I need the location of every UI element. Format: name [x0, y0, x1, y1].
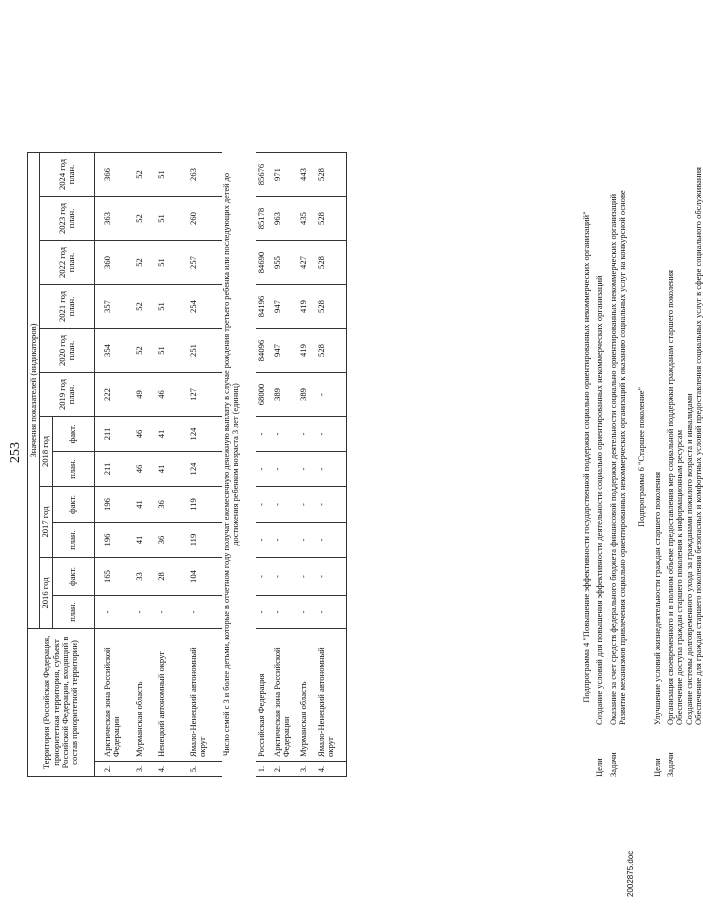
header-plan: план. — [52, 523, 94, 558]
header-plan: план. — [52, 452, 94, 487]
subprogram4-title: Подпрограмма 4 "Повышение эффективности государственной поддержки социально ориентированных некоммерческих организаций" — [581, 211, 591, 703]
subprograms-section — [582, 137, 703, 777]
table-row: 2. Арктическая зона Российской Федерации - - - - - - 389 947 947 955 963 971 — [272, 153, 298, 777]
header-values: Значения показателей (индикаторов) — [28, 153, 40, 629]
header-fact: факт. — [52, 487, 94, 523]
header-fact: факт. — [52, 417, 94, 452]
header-year-2016: 2016 год — [40, 558, 52, 629]
indicator-caption: Число семей с 3 и более детьми, которые в отчетном году получат ежемесячную денежную выплату в случае рождения третьего ребенка или последующих детей до достижения ребенком возраста 3 лет (единиц) — [222, 172, 241, 757]
subprogram6-tasks — [666, 137, 703, 777]
goals-label: Цели — [651, 758, 662, 777]
table-row: 3. Мурманская область - - - - - - 389 419 419 427 435 443 — [298, 153, 316, 777]
subprogram6-goals — [653, 137, 662, 777]
header-year-2017: 2017 год — [40, 487, 52, 558]
table-header — [28, 153, 95, 777]
subprogram4-tasks — [609, 137, 628, 777]
tasks-label: Задачи — [607, 752, 618, 777]
table-row: 4. Ненецкий автономный округ - 28 36 36 41 41 46 51 51 51 51 51 — [156, 153, 188, 777]
table-row: 4. Ямало-Ненецкий автономный округ - - - - - - - 528 528 528 528 528 — [316, 153, 346, 777]
task-item: Организация своевременного и в полном объеме предоставления мер социальной поддержки гражданам старшего поколения — [665, 270, 676, 725]
header-year-2024: 2024 год план. — [40, 153, 94, 197]
header-fact: факт. — [52, 558, 94, 596]
header-territory: Территория (Российская Федерация, приоритетная территория, субъект Российской Федерации, входящий в состав приоритетной территории) — [28, 629, 95, 777]
task-item: Создание системы долговременного ухода за гражданами пожилого возраста и инвалидами — [683, 393, 694, 725]
task-item: Развитие механизмов привлечения социально ориентированных некоммерческих организаций к оказанию социальных услуг на конкурсной основе — [617, 190, 628, 725]
table-row: 2. Арктическая зона Российской Федерации - 165 196 196 211 211 222 354 357 360 363 366 — [102, 153, 134, 777]
table-row: 1. Российская Федерация - - - - - - 68000 84096 84196 84690 85178 85676 — [256, 153, 272, 777]
header-year-2020: 2020 год план. — [40, 329, 94, 373]
subprogram4-goals — [595, 137, 604, 777]
indicators-table — [27, 152, 347, 777]
header-year-2022: 2022 год план. — [40, 241, 94, 285]
task-item: Оказание за счет средств федерального бюджета финансовой поддержки деятельности социально ориентированных некоммерческих организаций — [607, 193, 618, 725]
tasks-label: Задачи — [665, 752, 676, 777]
task-item: Обеспечение доступа граждан старшего поколения к информационным ресурсам — [674, 429, 685, 725]
page-number: 253 — [8, 442, 23, 463]
header-plan: план. — [52, 596, 94, 629]
file-reference: 2002875.doc — [626, 850, 635, 897]
goals-label: Цели — [594, 758, 605, 777]
header-year-2018: 2018 год — [40, 417, 52, 487]
subprogram6-title: Подпрограмма 6 "Старшее поколение" — [636, 386, 647, 528]
table-row: 5. Ямало-Ненецкий автономный округ - 104 119 119 124 124 127 251 254 257 260 263 — [188, 153, 222, 777]
header-year-2023: 2023 год план. — [40, 197, 94, 241]
goal-item: Создание условий для повышения эффективности деятельности социально ориентированных некоммерческих организаций — [594, 275, 605, 725]
table-row: 3. Мурманская область - 33 41 41 46 46 49 52 52 52 52 52 — [134, 153, 156, 777]
header-year-2021: 2021 год план. — [40, 285, 94, 329]
header-year-2019: 2019 год план. — [40, 373, 94, 417]
task-item: Обеспечение для граждан старшего поколения безопасных и комфортных условий предоставления социальных услуг в сфере социального обслуживания — [693, 167, 703, 725]
indicator-caption-row — [222, 153, 256, 777]
goal-item: Улучшение условий жизнедеятельности граждан старшего поколения — [651, 471, 662, 725]
